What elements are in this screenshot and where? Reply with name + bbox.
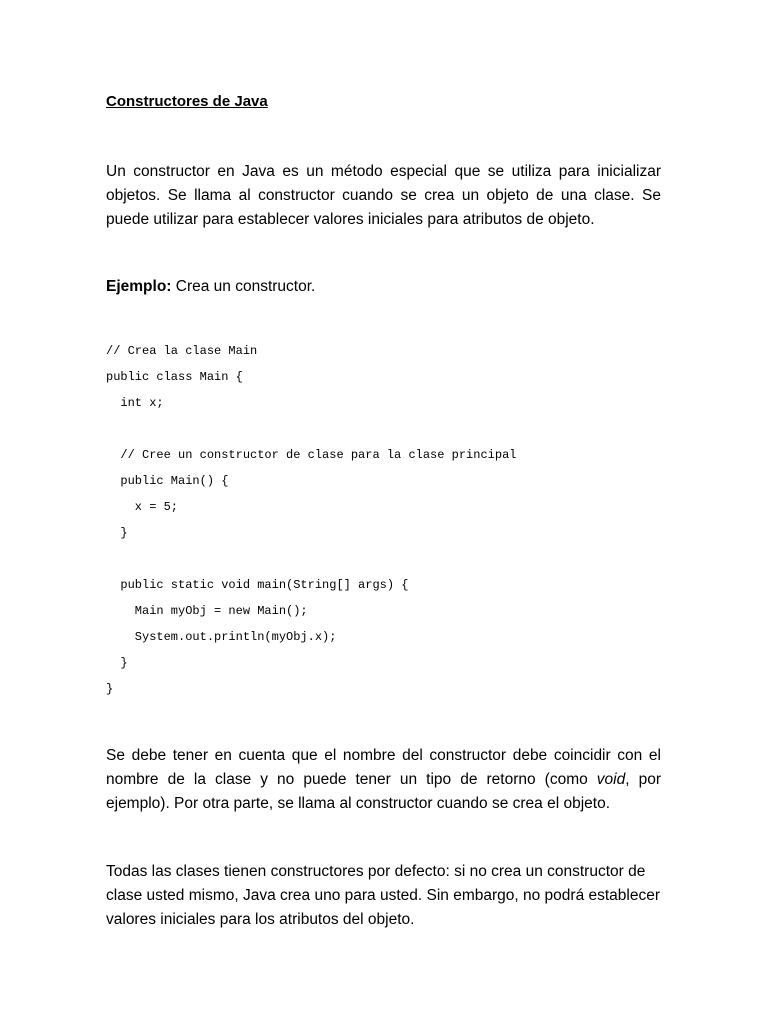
code-line: int x; — [106, 396, 164, 410]
code-line: // Crea la clase Main — [106, 344, 258, 358]
code-line: public Main() { — [106, 474, 229, 488]
defaults-paragraph: Todas las clases tienen constructores por defecto: si no crea un constructor de clase usted mismo, Java crea uno para usted. Sin embargo, no podrá establecer valores iniciales para los atributos del objeto. — [106, 863, 661, 928]
code-line: System.out.println(myObj.x); — [106, 630, 337, 644]
code-line: Main myObj = new Main(); — [106, 604, 308, 618]
note-text-before: Se debe tener en cuenta que el nombre del constructor debe coincidir con el nombre de la clase y no puede tener un tipo de retorno (como — [106, 747, 661, 788]
code-line: x = 5; — [106, 500, 179, 514]
code-line: public class Main { — [106, 370, 243, 384]
note-italic-void: void — [596, 771, 626, 788]
code-line: } — [106, 656, 128, 670]
code-line: } — [106, 526, 128, 540]
code-line: public static void main(String[] args) { — [106, 578, 409, 592]
example-heading — [106, 275, 315, 299]
note-paragraph — [106, 744, 661, 816]
code-block — [106, 341, 516, 705]
example-label: Ejemplo: — [106, 278, 172, 295]
code-line — [106, 549, 516, 575]
note-text-after: , por ejemplo). Por otra parte, se llama al constructor cuando se crea el objeto. — [106, 771, 661, 812]
code-line: // Cree un constructor de clase para la clase principal — [106, 448, 517, 462]
code-line: } — [106, 682, 114, 696]
document-title: Constructores de Java — [106, 93, 268, 110]
code-line — [106, 419, 516, 445]
example-text: Crea un constructor. — [171, 278, 316, 295]
intro-paragraph: Un constructor en Java es un método especial que se utiliza para inicializar objetos. Se llama al constructor cuando se crea un objeto de una clase. Se puede utilizar para establecer valores iniciales para atributos de objeto. — [106, 163, 661, 228]
